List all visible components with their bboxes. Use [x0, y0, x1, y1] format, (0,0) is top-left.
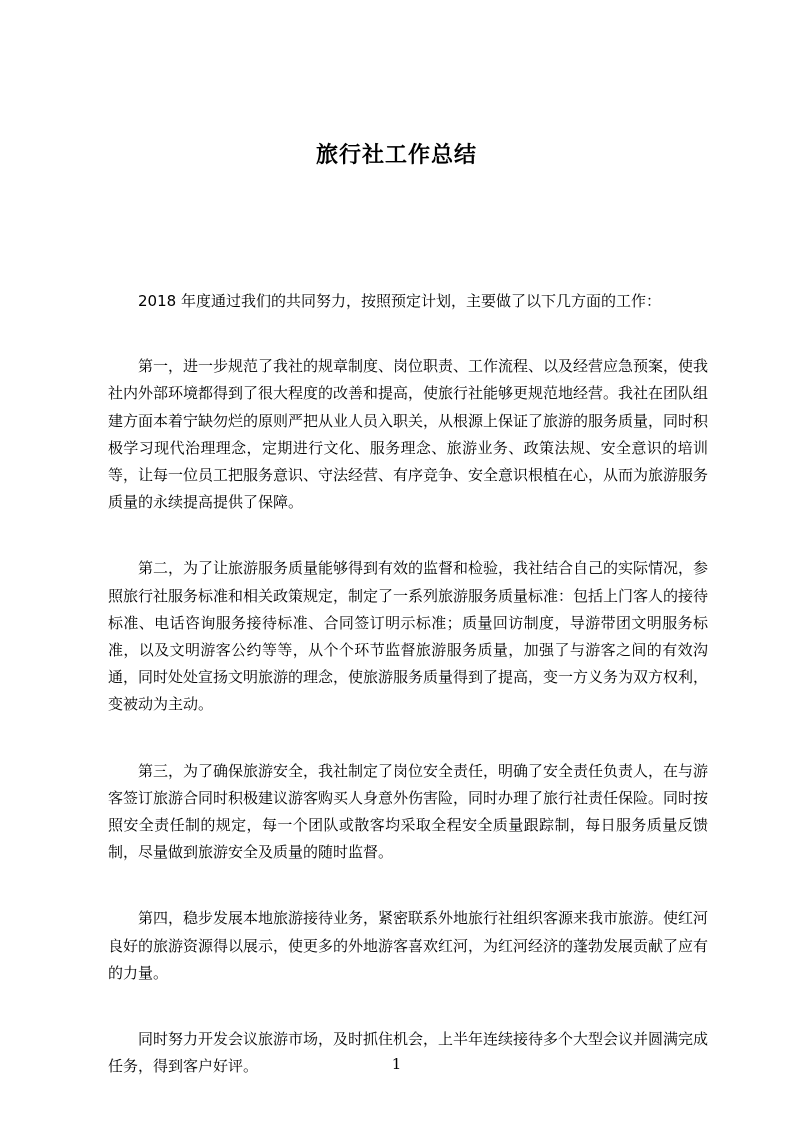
paragraph-intro: 2018 年度通过我们的共同努力，按照预定计划，主要做了以下几方面的工作： — [138, 292, 661, 310]
paragraph-fourth: 第四，稳步发展本地旅游接待业务，紧密联系外地旅行社组织客源来我市旅游。使红河良好的旅游资源得以展示，使更多的外地游客喜欢红河，为红河经济的蓬勃发展贡献了应有的力量。 — [108, 909, 709, 982]
paragraph-conference: 同时努力开发会议旅游市场，及时抓住机会，上半年连续接待多个大型会议并圆满完成任务，得到客户好评。 — [108, 1030, 709, 1076]
document-body — [108, 288, 708, 1119]
page-number: 1 — [391, 1055, 402, 1073]
page-title: 旅行社工作总结 — [315, 143, 477, 168]
paragraph-first: 第一，进一步规范了我社的规章制度、岗位职责、工作流程、以及经营应急预案，使我社内外部环境都得到了很大程度的改善和提高，使旅行社能够更规范地经营。我社在团队组建方面本着宁缺勿烂的原则严把从业人员入职关，从根源上保证了旅游的服务质量，同时积极学习现代治理理念，定期进行文化、服务理念、旅游业务、政策法规、安全意识的培训等，让每一位员工把服务意识、守法经营、有序竞争、安全意识根植在心，从而为旅游服务质量的永续提高提供了保障。 — [108, 357, 709, 512]
paragraph-third: 第三，为了确保旅游安全，我社制定了岗位安全责任，明确了安全责任负责人，在与游客签订旅游合同时积极建议游客购买人身意外伤害险，同时办理了旅行社责任保险。同时按照安全责任制的规定，每一个团队或散客均采取全程安全质量跟踪制，每日服务质量反馈制，尽量做到旅游安全及质量的随时监督。 — [108, 761, 709, 862]
paragraph-second: 第二，为了让旅游服务质量能够得到有效的监督和检验，我社结合自己的实际情况，参照旅行社服务标准和相关政策规定，制定了一系列旅游服务质量标准：包括上门客人的接待标准、电话咨询服务接待标准、合同签订明示标准；质量回访制度，导游带团文明服务标准，以及文明游客公约等等，从个个环节监督旅游服务质量，加强了与游客之间的有效沟通，同时处处宣扬文明旅游的理念，使旅游服务质量得到了提高，变一方义务为双方权利，变被动为主动。 — [108, 559, 709, 714]
